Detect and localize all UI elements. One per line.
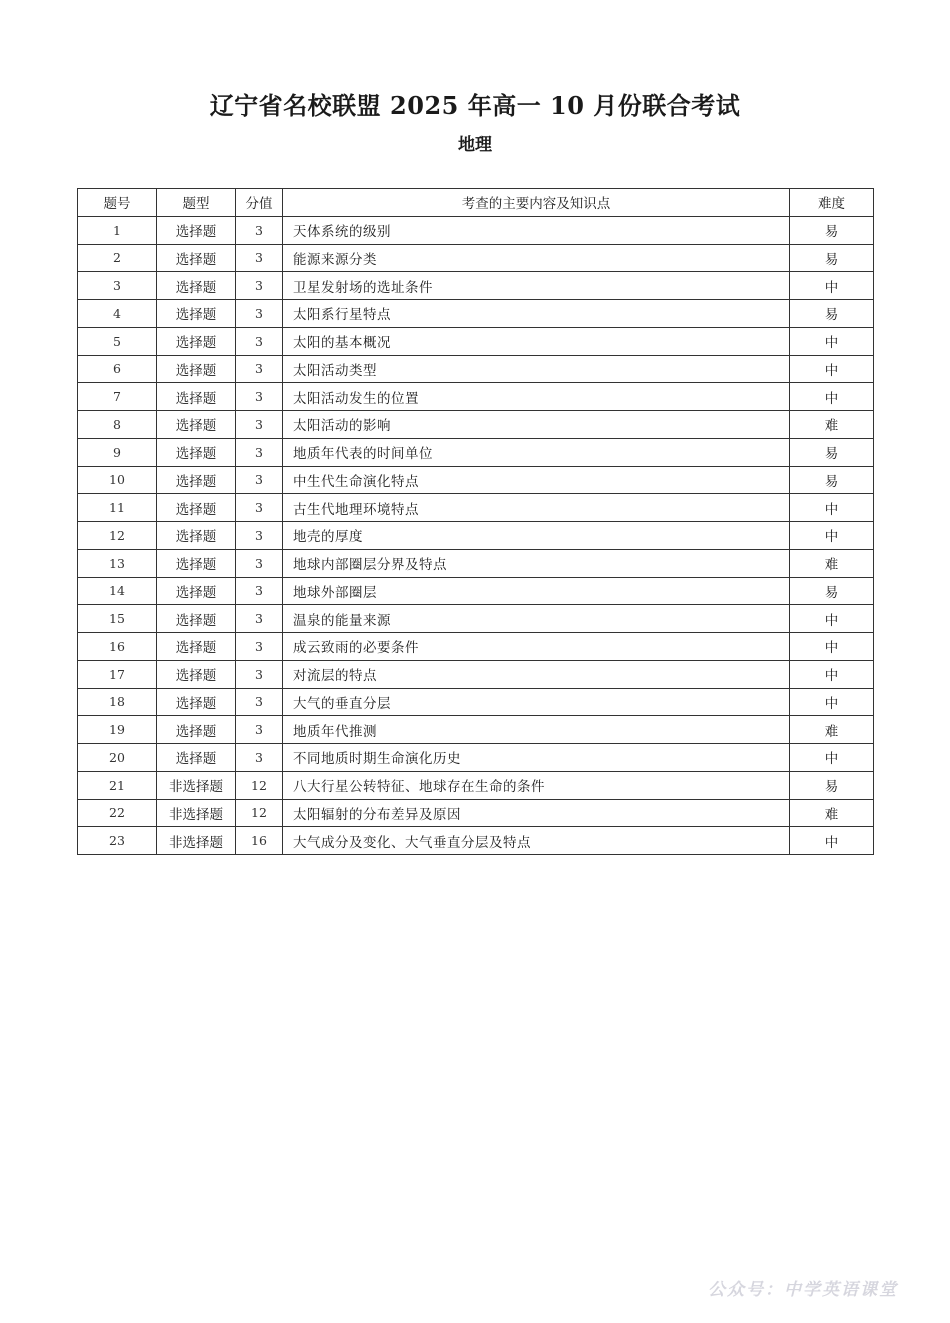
question-score: 3 <box>236 383 283 411</box>
table-row <box>78 300 874 328</box>
question-number: 6 <box>78 355 157 383</box>
question-score: 3 <box>236 577 283 605</box>
question-score: 3 <box>236 716 283 744</box>
question-content: 太阳活动发生的位置 <box>283 383 790 411</box>
question-number: 5 <box>78 327 157 355</box>
question-number: 1 <box>78 216 157 244</box>
question-type: 选择题 <box>157 716 236 744</box>
question-number: 14 <box>78 577 157 605</box>
column-header-difficulty: 难度 <box>790 189 874 217</box>
question-type: 选择题 <box>157 216 236 244</box>
question-type: 选择题 <box>157 438 236 466</box>
question-score: 12 <box>236 771 283 799</box>
question-difficulty: 难 <box>790 411 874 439</box>
question-number: 7 <box>78 383 157 411</box>
question-difficulty: 中 <box>790 327 874 355</box>
question-score: 3 <box>236 522 283 550</box>
question-score: 3 <box>236 688 283 716</box>
question-content: 太阳的基本概况 <box>283 327 790 355</box>
table-row <box>78 799 874 827</box>
question-score: 3 <box>236 549 283 577</box>
question-number: 23 <box>78 827 157 855</box>
question-number: 15 <box>78 605 157 633</box>
question-score: 3 <box>236 466 283 494</box>
question-type: 选择题 <box>157 660 236 688</box>
question-score: 3 <box>236 411 283 439</box>
question-number: 17 <box>78 660 157 688</box>
question-score: 3 <box>236 300 283 328</box>
question-number: 9 <box>78 438 157 466</box>
question-difficulty: 易 <box>790 438 874 466</box>
question-content: 不同地质时期生命演化历史 <box>283 744 790 772</box>
question-type: 选择题 <box>157 466 236 494</box>
question-content: 对流层的特点 <box>283 660 790 688</box>
question-type: 选择题 <box>157 411 236 439</box>
watermark-text: 公众号：中学英语课堂 <box>708 1280 898 1300</box>
question-type: 非选择题 <box>157 827 236 855</box>
column-header-content: 考查的主要内容及知识点 <box>283 189 790 217</box>
question-difficulty: 难 <box>790 799 874 827</box>
question-content: 太阳活动类型 <box>283 355 790 383</box>
question-type: 选择题 <box>157 549 236 577</box>
question-difficulty: 中 <box>790 272 874 300</box>
table-row <box>78 272 874 300</box>
question-difficulty: 易 <box>790 466 874 494</box>
table-row <box>78 549 874 577</box>
question-type: 选择题 <box>157 744 236 772</box>
question-content: 太阳系行星特点 <box>283 300 790 328</box>
question-type: 选择题 <box>157 355 236 383</box>
question-content: 古生代地理环境特点 <box>283 494 790 522</box>
question-content: 太阳辐射的分布差异及原因 <box>283 799 790 827</box>
question-type: 选择题 <box>157 327 236 355</box>
question-number: 20 <box>78 744 157 772</box>
table-row <box>78 744 874 772</box>
table-row <box>78 494 874 522</box>
exam-analysis-table <box>77 188 874 855</box>
question-difficulty: 易 <box>790 300 874 328</box>
question-number: 2 <box>78 244 157 272</box>
question-content: 地质年代表的时间单位 <box>283 438 790 466</box>
question-content: 地球内部圈层分界及特点 <box>283 549 790 577</box>
question-number: 16 <box>78 633 157 661</box>
table-row <box>78 355 874 383</box>
question-content: 大气成分及变化、大气垂直分层及特点 <box>283 827 790 855</box>
question-number: 21 <box>78 771 157 799</box>
question-number: 10 <box>78 466 157 494</box>
table-row <box>78 633 874 661</box>
question-number: 4 <box>78 300 157 328</box>
question-type: 选择题 <box>157 633 236 661</box>
question-score: 3 <box>236 605 283 633</box>
question-number: 22 <box>78 799 157 827</box>
column-header-question-number: 题号 <box>78 189 157 217</box>
table-row <box>78 438 874 466</box>
question-type: 选择题 <box>157 494 236 522</box>
question-content: 温泉的能量来源 <box>283 605 790 633</box>
question-type: 非选择题 <box>157 799 236 827</box>
question-score: 3 <box>236 438 283 466</box>
question-type: 选择题 <box>157 605 236 633</box>
document-title: 辽宁省名校联盟 2025 年高一 10 月份联合考试 <box>209 91 741 120</box>
question-difficulty: 中 <box>790 522 874 550</box>
question-content: 中生代生命演化特点 <box>283 466 790 494</box>
question-difficulty: 中 <box>790 355 874 383</box>
question-difficulty: 中 <box>790 605 874 633</box>
question-content: 地壳的厚度 <box>283 522 790 550</box>
question-number: 11 <box>78 494 157 522</box>
question-type: 选择题 <box>157 300 236 328</box>
question-number: 12 <box>78 522 157 550</box>
question-content: 能源来源分类 <box>283 244 790 272</box>
question-content: 成云致雨的必要条件 <box>283 633 790 661</box>
question-type: 选择题 <box>157 688 236 716</box>
question-number: 18 <box>78 688 157 716</box>
question-type: 选择题 <box>157 577 236 605</box>
question-score: 3 <box>236 660 283 688</box>
question-number: 19 <box>78 716 157 744</box>
question-difficulty: 中 <box>790 827 874 855</box>
question-content: 太阳活动的影响 <box>283 411 790 439</box>
question-score: 12 <box>236 799 283 827</box>
document-subject: 地理 <box>458 135 492 155</box>
question-content: 天体系统的级别 <box>283 216 790 244</box>
table-row <box>78 216 874 244</box>
table-row <box>78 605 874 633</box>
table-row <box>78 660 874 688</box>
table-row <box>78 577 874 605</box>
question-score: 3 <box>236 216 283 244</box>
question-type: 选择题 <box>157 383 236 411</box>
question-content: 地质年代推测 <box>283 716 790 744</box>
question-difficulty: 难 <box>790 549 874 577</box>
question-difficulty: 易 <box>790 244 874 272</box>
question-score: 3 <box>236 244 283 272</box>
question-score: 3 <box>236 355 283 383</box>
question-score: 3 <box>236 327 283 355</box>
question-score: 3 <box>236 633 283 661</box>
question-difficulty: 中 <box>790 383 874 411</box>
question-type: 非选择题 <box>157 771 236 799</box>
question-content: 卫星发射场的选址条件 <box>283 272 790 300</box>
question-difficulty: 难 <box>790 716 874 744</box>
table-header-row <box>78 189 874 217</box>
question-type: 选择题 <box>157 272 236 300</box>
question-difficulty: 易 <box>790 577 874 605</box>
table-row <box>78 827 874 855</box>
question-number: 3 <box>78 272 157 300</box>
table-row <box>78 522 874 550</box>
question-difficulty: 中 <box>790 494 874 522</box>
table-row <box>78 771 874 799</box>
question-score: 16 <box>236 827 283 855</box>
question-difficulty: 易 <box>790 771 874 799</box>
question-score: 3 <box>236 272 283 300</box>
column-header-question-type: 题型 <box>157 189 236 217</box>
table-row <box>78 466 874 494</box>
table-row <box>78 244 874 272</box>
question-difficulty: 中 <box>790 688 874 716</box>
question-content: 大气的垂直分层 <box>283 688 790 716</box>
question-content: 八大行星公转特征、地球存在生命的条件 <box>283 771 790 799</box>
question-content: 地球外部圈层 <box>283 577 790 605</box>
question-score: 3 <box>236 494 283 522</box>
question-score: 3 <box>236 744 283 772</box>
question-difficulty: 中 <box>790 660 874 688</box>
table-row <box>78 383 874 411</box>
question-number: 13 <box>78 549 157 577</box>
question-type: 选择题 <box>157 244 236 272</box>
table-row <box>78 688 874 716</box>
table-row <box>78 411 874 439</box>
column-header-score: 分值 <box>236 189 283 217</box>
question-number: 8 <box>78 411 157 439</box>
table-row <box>78 327 874 355</box>
question-difficulty: 中 <box>790 633 874 661</box>
question-difficulty: 易 <box>790 216 874 244</box>
question-difficulty: 中 <box>790 744 874 772</box>
table-row <box>78 716 874 744</box>
question-type: 选择题 <box>157 522 236 550</box>
